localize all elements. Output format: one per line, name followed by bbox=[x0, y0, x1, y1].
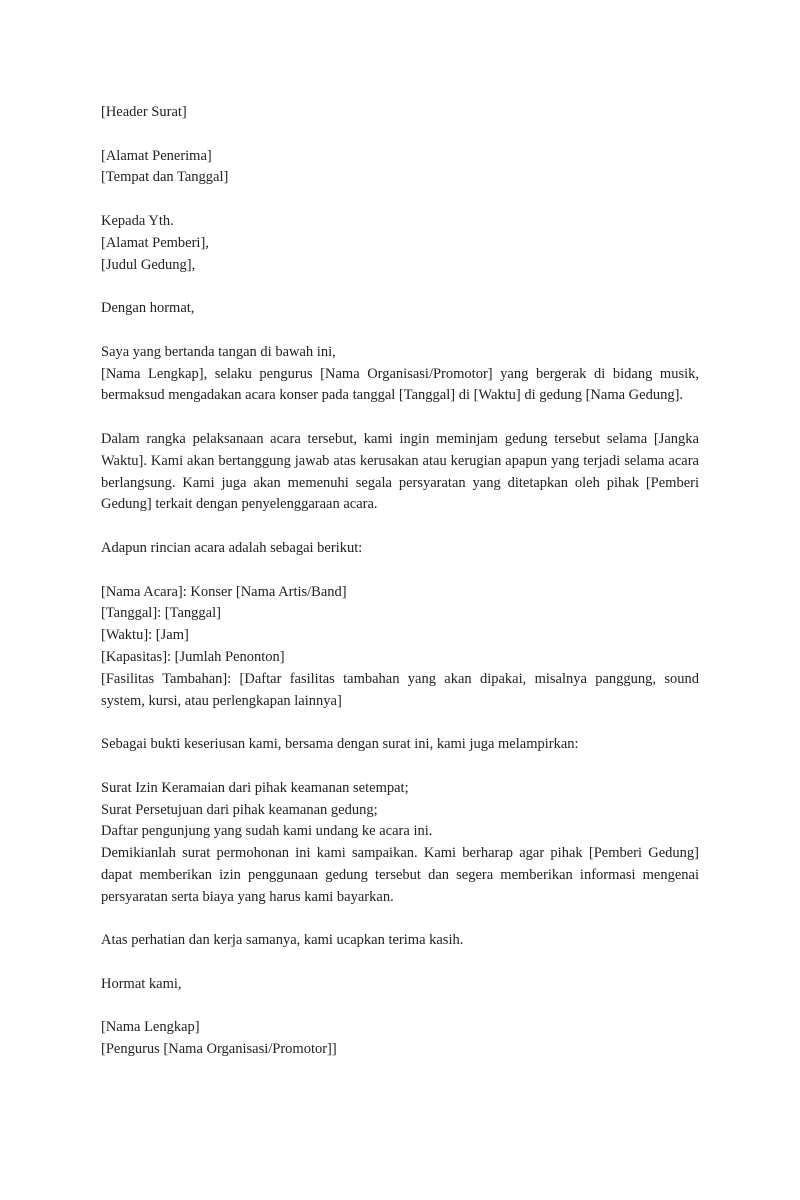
intro-block bbox=[101, 342, 699, 407]
place-date: [Tempat dan Tanggal] bbox=[101, 169, 229, 186]
detail-date: [Tanggal]: [Tanggal] bbox=[101, 605, 221, 622]
sender-address: [Alamat Pemberi], bbox=[101, 234, 209, 251]
attachments-intro: Sebagai bukti keseriusan kami, bersama dengan surat ini, kami juga melampirkan: bbox=[101, 736, 579, 753]
thanks: Atas perhatian dan kerja samanya, kami ucapkan terima kasih. bbox=[101, 932, 464, 949]
letter-header: [Header Surat] bbox=[101, 104, 187, 120]
thanks-block bbox=[101, 930, 699, 952]
salutation: Dengan hormat, bbox=[101, 300, 195, 317]
event-details-list bbox=[101, 582, 699, 713]
detail-event-name: [Nama Acara]: Konser [Nama Artis/Band] bbox=[101, 583, 347, 600]
sign-off-block bbox=[101, 974, 699, 996]
addressee-block bbox=[101, 211, 699, 276]
attachments-and-closing bbox=[101, 778, 699, 909]
details-intro-block bbox=[101, 538, 699, 560]
attachments-intro-block bbox=[101, 734, 699, 756]
addressee-to: Kepada Yth. bbox=[101, 212, 174, 229]
recipient-block bbox=[101, 146, 699, 190]
recipient-address: [Alamat Penerima] bbox=[101, 147, 212, 164]
building-title: [Judul Gedung], bbox=[101, 256, 196, 273]
salutation-block bbox=[101, 298, 699, 320]
letter-page bbox=[101, 102, 699, 1083]
closing-paragraph: Demikianlah surat permohonan ini kami sampaikan. Kami berharap agar pihak [Pemberi Gedung] dapat memberikan izin penggunaan gedung tersebut dan segera memberikan informasi mengenai persyaratan serta biaya yang harus kami bayarkan. bbox=[101, 845, 699, 905]
intro-paragraph: [Nama Lengkap], selaku pengurus [Nama Organisasi/Promotor] yang bergerak di bidang musik, bermaksud mengadakan acara konser pada tanggal [Tanggal] di [Waktu] di gedung [Nama Gedung]. bbox=[101, 365, 699, 404]
signer-role: [Pengurus [Nama Organisasi/Promotor]] bbox=[101, 1041, 337, 1058]
letter-header-block bbox=[101, 102, 699, 124]
intro-line: Saya yang bertanda tangan di bawah ini, bbox=[101, 343, 336, 360]
details-intro: Adapun rincian acara adalah sebagai berikut: bbox=[101, 539, 363, 556]
attachment-item: Surat Izin Keramaian dari pihak keamanan setempat; bbox=[101, 779, 409, 796]
detail-capacity: [Kapasitas]: [Jumlah Penonton] bbox=[101, 648, 285, 665]
signature-block bbox=[101, 1017, 699, 1061]
detail-time: [Waktu]: [Jam] bbox=[101, 627, 189, 644]
attachment-item: Daftar pengunjung yang sudah kami undang ke acara ini. bbox=[101, 823, 433, 840]
attachment-item: Surat Persetujuan dari pihak keamanan gedung; bbox=[101, 801, 378, 818]
detail-facilities: [Fasilitas Tambahan]: [Daftar fasilitas tambahan yang akan dipakai, misalnya panggung, sound system, kursi, atau perlengkapan lainnya] bbox=[101, 670, 699, 709]
signer-name: [Nama Lengkap] bbox=[101, 1019, 200, 1036]
sign-off: Hormat kami, bbox=[101, 975, 182, 992]
request-paragraph: Dalam rangka pelaksanaan acara tersebut, kami ingin meminjam gedung tersebut selama [Jangka Waktu]. Kami akan bertanggung jawab atas kerusakan atau kerugian apapun yang terjadi selama acara berlangsung. Kami juga akan memenuhi segala persyaratan yang ditetapkan oleh pihak [Pemberi Gedung] terkait dengan penyelenggaraan acara. bbox=[101, 430, 699, 513]
